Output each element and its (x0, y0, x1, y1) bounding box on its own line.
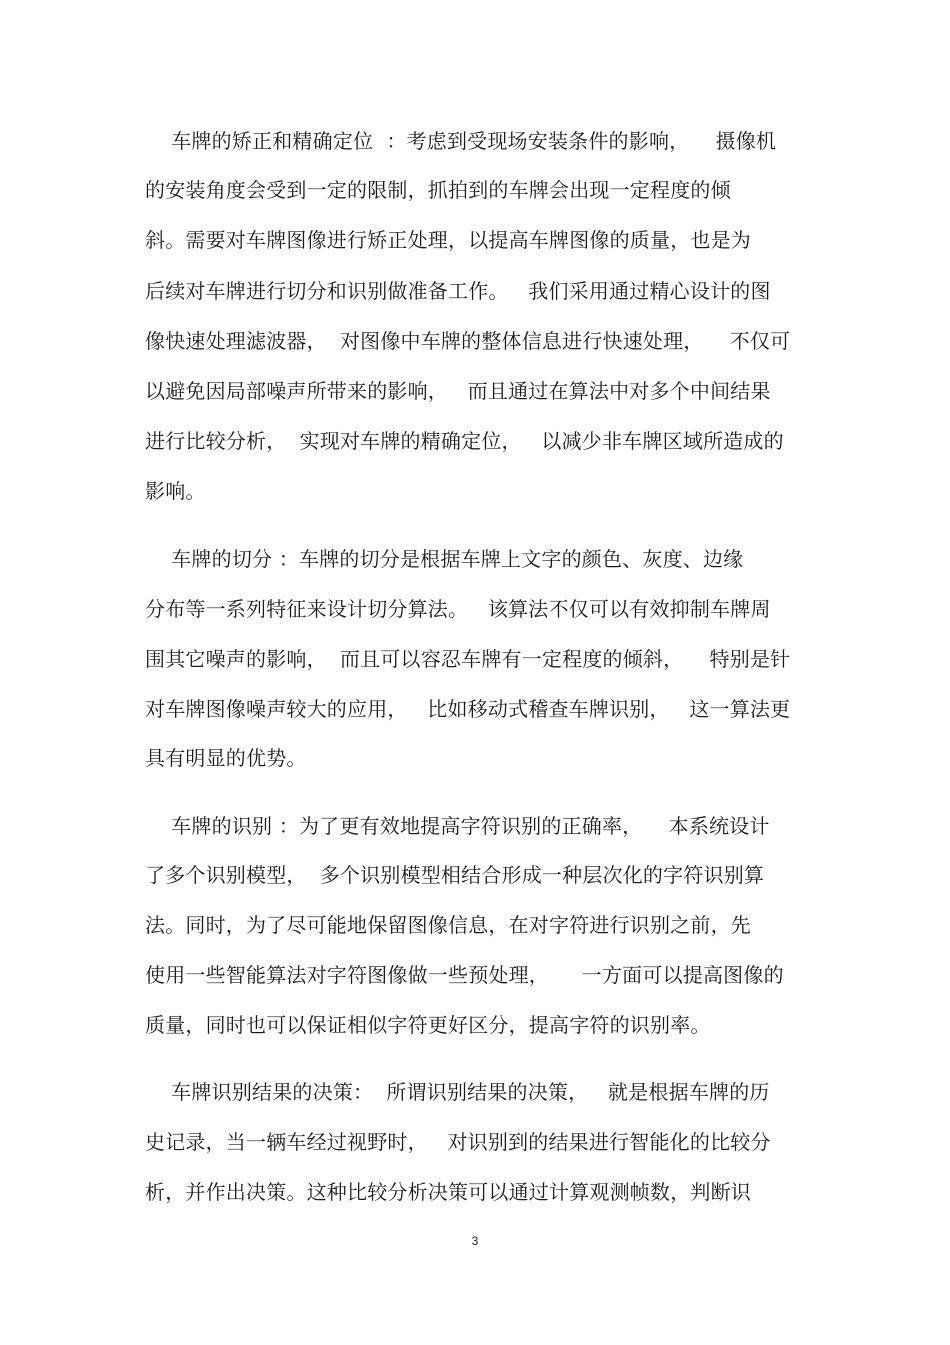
text-line: 车牌的识别 ：为了更有效地提高字符识别的正确率， 本系统设计 (145, 814, 770, 838)
text-line: 质量，同时也可以保证相似字符更好区分，提高字符的识别率。 (145, 1013, 711, 1037)
text-line: 以避免因局部噪声所带来的影响， 而且通过在算法中对多个中间结果 (145, 379, 771, 403)
text-line: 进行比较分析， 实现对车牌的精确定位， 以减少非车牌区域所造成的 (145, 429, 784, 453)
text-line: 车牌的切分 ：车牌的切分是根据车牌上文字的颜色、灰度、边缘 (145, 547, 744, 571)
text-line: 后续对车牌进行切分和识别做准备工作。 我们采用通过精心设计的图 (145, 279, 771, 303)
text-line: 史记录，当一辆车经过视野时， 对识别到的结果进行智能化的比较分 (145, 1130, 771, 1154)
text-line: 具有明显的优势。 (145, 746, 307, 770)
text-line: 车牌识别结果的决策： 所谓识别结果的决策， 就是根据车牌的历 (145, 1080, 770, 1104)
text-line: 对车牌图像噪声较大的应用， 比如移动式稽查车牌识别， 这一算法更 (145, 697, 791, 721)
text-line: 法。同时，为了尽可能地保留图像信息，在对字符进行识别之前，先 (145, 913, 751, 937)
text-line: 析，并作出决策。这种比较分析决策可以通过计算观测帧数，判断识 (145, 1180, 751, 1204)
text-line: 分布等一系列特征来设计切分算法。 该算法不仅可以有效抑制车牌周 (145, 597, 771, 621)
text-line: 斜。需要对车牌图像进行矫正处理，以提高车牌图像的质量，也是为 (145, 228, 751, 252)
text-line: 像快速处理滤波器， 对图像中车牌的整体信息进行快速处理， 不仅可 (145, 329, 791, 353)
text-line: 围其它噪声的影响， 而且可以容忍车牌有一定程度的倾斜， 特别是针 (145, 647, 791, 671)
text-line: 车牌的矫正和精确定位 ：考虑到受现场安装条件的影响， 摄像机 (145, 129, 777, 153)
text-line: 使用一些智能算法对字符图像做一些预处理， 一方面可以提高图像的 (145, 963, 784, 987)
text-line: 的安装角度会受到一定的限制，抓拍到的车牌会出现一定程度的倾 (145, 178, 731, 202)
text-line: 影响。 (145, 479, 206, 503)
page-number: 3 (471, 1234, 479, 1248)
text-line: 了多个识别模型， 多个识别模型相结合形成一种层次化的字符识别算 (145, 863, 765, 887)
